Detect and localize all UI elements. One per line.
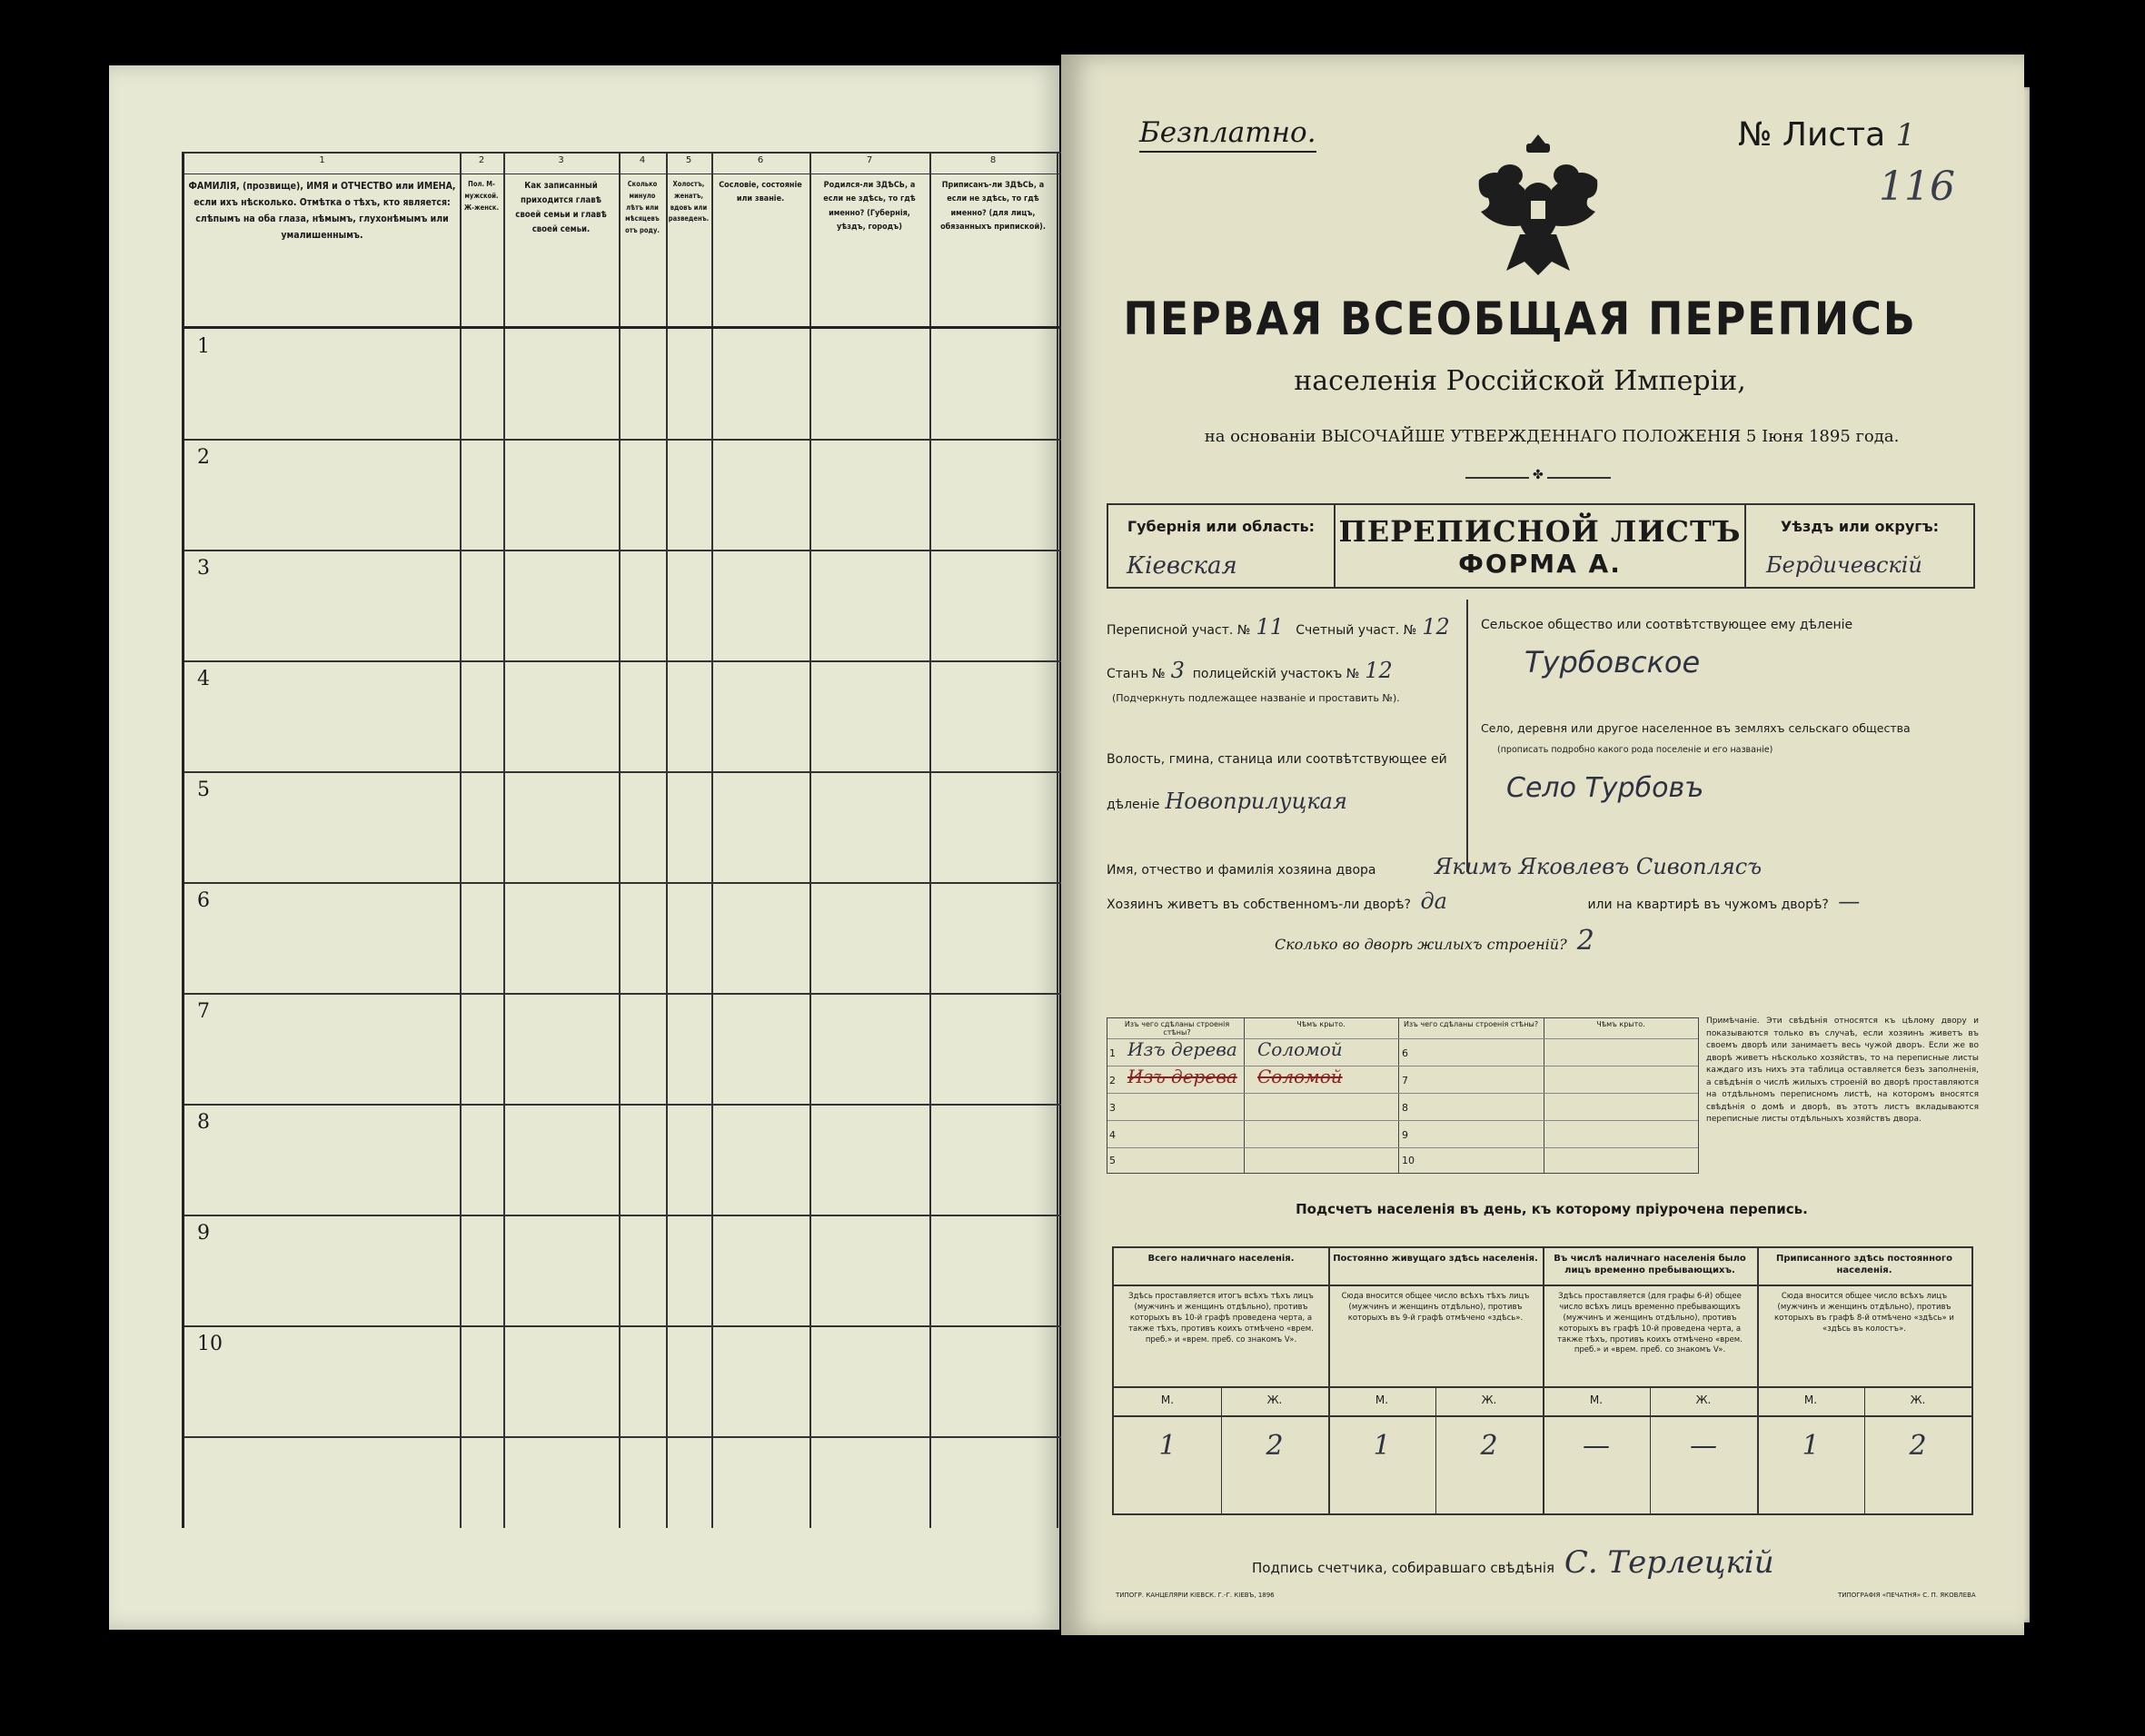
- count-mf-label: М.: [1375, 1394, 1389, 1406]
- count-mf-label: М.: [1589, 1394, 1604, 1406]
- count-value: —: [1690, 1430, 1717, 1462]
- gubernia-cell: [1108, 505, 1336, 587]
- count-value: —: [1583, 1430, 1610, 1462]
- row-number: 9: [197, 1222, 210, 1245]
- buildings-value: 2: [1576, 925, 1594, 957]
- building-material-value-struck: Изъ дерева: [1127, 1066, 1237, 1087]
- schetny-uchastok-value: 12: [1422, 614, 1450, 640]
- column-header-relation: Как записанный приходится главѣ своей семьи и главѣ своей семьи.: [515, 181, 607, 235]
- building-material-value: Изъ дерева: [1127, 1038, 1237, 1060]
- buildings-row-number: 6: [1402, 1047, 1408, 1059]
- count-col-divider: [1757, 1248, 1759, 1513]
- column-number: 1: [319, 155, 325, 165]
- column-number: 2: [478, 155, 485, 165]
- rent-value: —: [1838, 888, 1861, 914]
- society-value: Турбовское: [1524, 645, 1701, 680]
- volost-line: [1107, 745, 1452, 828]
- census-grid: [182, 152, 1077, 1528]
- population-count-table: [1112, 1246, 1973, 1515]
- row-number: 7: [197, 1000, 210, 1023]
- grid-vline: [809, 154, 811, 1528]
- census-subtitle: населенія Россійской Имперіи,: [1294, 365, 1746, 397]
- grid-vline: [460, 154, 462, 1528]
- grid-hline: [184, 882, 1077, 884]
- building-roof-value-struck: Соломой: [1257, 1066, 1343, 1087]
- count-header-total: Всего наличнаго населенія.: [1147, 1254, 1295, 1264]
- buildings-row-number: 3: [1109, 1102, 1116, 1114]
- uchastok-line: [1107, 614, 1450, 640]
- buildings-row-number: 5: [1109, 1155, 1116, 1166]
- buildings-row-line: [1107, 1147, 1698, 1148]
- column-number: 6: [757, 155, 764, 165]
- count-row-line: [1114, 1415, 1971, 1417]
- grid-vline: [711, 154, 713, 1528]
- buildings-label: Сколько во дворѣ жилыхъ строеній?: [1275, 936, 1567, 953]
- count-value: 2: [1480, 1430, 1498, 1462]
- buildings-header-material: Изъ чего сдѣланы строенія стѣны?: [1124, 1020, 1230, 1037]
- grid-vline: [619, 154, 621, 1528]
- count-desc-total: Здѣсь проставляется итогъ всѣхъ тѣхъ лицъ (мужчинъ и женщинъ отдѣльно), противъ которыхъ въ 10-й графѣ проведена черта, а также тѣхъ, противъ коихъ отмѣчено «врем. преб.» и «врем. преб. со знакомъ V».: [1128, 1292, 1314, 1344]
- sheet-number: [1738, 116, 1915, 154]
- count-desc-permanent: Сюда вносится общее число всѣхъ тѣхъ лицъ (мужчинъ и женщинъ отдѣльно), противъ которыхъ въ 9-й графѣ отмѣчено «здѣсь».: [1341, 1292, 1530, 1323]
- census-title: ПЕРВАЯ ВСЕОБЩАЯ ПЕРЕПИСЬ: [1123, 293, 1917, 345]
- fields-divider: [1466, 600, 1468, 872]
- count-desc-temporary: Здѣсь проставляется (для графы 6-й) общее число всѣхъ лицъ временно пребывающихъ (мужчинъ и женщинъ отдѣльно), противъ которыхъ въ графѣ 10-й проведена черта, а также тѣхъ, противъ коихъ отмѣчено «врем. преб.» и «врем. преб. со знакомъ V».: [1557, 1292, 1743, 1355]
- buildings-row-number: 10: [1402, 1155, 1415, 1166]
- column-header-age: Сколько минуло лѣтъ или мѣсяцевъ отъ роду.: [625, 180, 660, 234]
- column-header-birthplace: Родился-ли ЗДѢСЬ, а если не здѣсь, то гдѣ именно? (Губернія, уѣздъ, городъ): [823, 181, 916, 232]
- row-number: 6: [197, 889, 210, 912]
- form-title-cell: [1336, 505, 1744, 587]
- count-value: 1: [1373, 1430, 1391, 1462]
- buildings-row-number: 7: [1402, 1075, 1408, 1086]
- signature-label: Подпись счетчика, собиравшаго свѣдѣнія: [1252, 1560, 1555, 1576]
- perepisnoy-uchastok-label: Переписной участ. №: [1107, 623, 1251, 638]
- count-value: 1: [1802, 1430, 1820, 1462]
- column-header-registration: Приписанъ-ли ЗДѢСЬ, а если не здѣсь, то гдѣ именно? (для лицъ, обязанныхъ припиской).: [940, 181, 1046, 232]
- buildings-row-line: [1107, 1093, 1698, 1094]
- grid-hline: [184, 1436, 1077, 1438]
- buildings-row-line: [1107, 1120, 1698, 1121]
- gubernia-value: Кіевская: [1127, 552, 1237, 580]
- left-page: [109, 65, 1059, 1630]
- society-label: Сельское общество или соотвѣтствующее ему дѣленіе: [1481, 618, 1853, 632]
- row-number: 10: [197, 1333, 223, 1355]
- buildings-row-number: 8: [1402, 1102, 1408, 1114]
- count-value: 2: [1266, 1430, 1284, 1462]
- uezd-cell: [1744, 505, 1973, 587]
- stan-line: [1107, 658, 1393, 683]
- row-number: 8: [197, 1111, 210, 1134]
- buildings-header-roof: Чѣмъ крыто.: [1596, 1020, 1645, 1028]
- stan-value: 3: [1170, 658, 1185, 683]
- uezd-label: Уѣздъ или округъ:: [1780, 518, 1940, 535]
- row-number: 5: [197, 779, 210, 801]
- count-desc-registered: Сюда вносится общее число всѣхъ лицъ (мужчинъ и женщинъ отдѣльно), противъ которыхъ въ графѣ 8-й отмѣчено «здѣсь» и «здѣсь въ колостъ».: [1774, 1292, 1954, 1334]
- stan-label: Станъ №: [1107, 667, 1166, 681]
- buildings-header-roof: Чѣмъ крыто.: [1296, 1020, 1346, 1028]
- count-mf-label: М.: [1160, 1394, 1175, 1406]
- count-col-divider: [1328, 1248, 1330, 1513]
- sheet-label: № Листа: [1738, 116, 1886, 154]
- count-mf-label: Ж.: [1481, 1394, 1497, 1406]
- buildings-line: [1275, 925, 1594, 957]
- signature-value: С. Терлецкій: [1564, 1544, 1774, 1581]
- double-headed-eagle-emblem: [1470, 125, 1606, 280]
- sheet-number-value: 1: [1895, 117, 1916, 154]
- buildings-row-number: 2: [1109, 1075, 1116, 1086]
- volost-label: Волость, гмина, станица или соотвѣтствующее ей дѣленіе: [1107, 752, 1447, 812]
- region-box: [1107, 503, 1975, 589]
- owner-line: [1107, 854, 1762, 879]
- count-row-line: [1114, 1386, 1971, 1388]
- count-value: 2: [1909, 1430, 1927, 1462]
- gubernia-label: Губернія или область:: [1127, 518, 1316, 535]
- enumerator-signature: [1252, 1544, 1774, 1581]
- village-value: Село Турбовъ: [1506, 772, 1704, 804]
- printer-imprint-left: ТИПОГР. КАНЦЕЛЯРІИ КІЕВСК. Г.-Г. КІЕВЪ, 1896: [1116, 1592, 1275, 1599]
- free-label: Безплатно.: [1139, 116, 1316, 153]
- village-label: Село, деревня или другое населенное въ земляхъ сельскаго общества: [1481, 721, 1911, 735]
- printer-imprint-right: ТИПОГРАФІЯ «ПЕЧАТНЯ» С. П. ЯКОВЛЕВА: [1838, 1592, 1976, 1599]
- village-note: (прописать подробно какого рода поселеніе и его названіе): [1497, 745, 1773, 755]
- police-label: полицейскій участокъ №: [1192, 667, 1360, 681]
- perepisnoy-uchastok-value: 11: [1256, 614, 1284, 640]
- schetny-uchastok-label: Счетный участ. №: [1296, 623, 1417, 638]
- buildings-header-material: Изъ чего сдѣланы строенія стѣны?: [1403, 1020, 1539, 1028]
- owner-label: Имя, отчество и фамилія хозяина двора: [1107, 863, 1376, 878]
- buildings-row-number: 1: [1109, 1047, 1116, 1059]
- own-yard-label: Хозяинъ живетъ въ собственномъ-ли дворѣ?: [1107, 898, 1411, 912]
- count-header-temporary: Въ числѣ наличнаго населенія было лицъ временно пребывающихъ.: [1554, 1254, 1746, 1275]
- grid-hline: [184, 1215, 1077, 1216]
- grid-hline: [184, 550, 1077, 551]
- column-header-estate: Сословіе, состояніе или званіе.: [719, 181, 802, 204]
- buildings-col-divider: [1398, 1018, 1544, 1173]
- archive-number: 116: [1879, 164, 1955, 210]
- row-number: 3: [197, 557, 210, 580]
- owner-value: Якимъ Яковлевъ Сивоплясъ: [1434, 854, 1763, 879]
- right-page: [1061, 55, 2024, 1635]
- ornament-divider: [1465, 477, 1611, 488]
- row-number: 2: [197, 446, 210, 469]
- column-header-name: ФАМИЛІЯ, (прозвище), ИМЯ и ОТЧЕСТВО или ИМЕНА, если ихъ нѣсколько. Отмѣтка о тѣхъ, кто является: слѣпымъ на оба глаза, нѣмымъ, глухонѣмымъ или умалишеннымъ.: [188, 181, 456, 241]
- volost-value: Новоприлуцкая: [1165, 788, 1347, 814]
- column-number: 7: [866, 155, 873, 165]
- grid-vline: [1057, 154, 1058, 1528]
- column-header-sex: Пол. М-мужской. Ж-женск.: [463, 180, 500, 212]
- own-yard-value: да: [1420, 888, 1447, 914]
- grid-vline: [666, 154, 668, 1528]
- building-roof-value: Соломой: [1257, 1038, 1343, 1060]
- grid-hline: [184, 1104, 1077, 1106]
- count-mf-label: Ж.: [1266, 1394, 1283, 1406]
- grid-vline: [503, 154, 505, 1528]
- column-header-marital: Холостъ, женатъ, вдовъ или разведенъ.: [668, 180, 710, 223]
- count-value: 1: [1158, 1430, 1177, 1462]
- buildings-row-number: 9: [1402, 1129, 1408, 1141]
- column-number: 5: [685, 155, 692, 165]
- count-mf-label: М.: [1803, 1394, 1818, 1406]
- grid-hline: [184, 326, 1077, 329]
- column-number: 4: [639, 155, 646, 165]
- grid-hline: [184, 993, 1077, 995]
- column-number: 3: [558, 155, 564, 165]
- census-legal-basis: на основаніи ВЫСОЧАЙШЕ УТВЕРЖДЕННАГО ПОЛОЖЕНІЯ 5 Іюня 1895 года.: [1204, 427, 1900, 446]
- rent-label: или на квартирѣ въ чужомъ дворѣ?: [1587, 898, 1829, 912]
- buildings-row-number: 4: [1109, 1129, 1116, 1141]
- count-row-line: [1114, 1285, 1971, 1286]
- grid-hline: [184, 439, 1077, 441]
- row-number: 1: [197, 335, 210, 358]
- count-header-registered: Приписанного здѣсь постоянного населенія.: [1776, 1254, 1952, 1275]
- form-type: ФОРМА А.: [1458, 549, 1622, 579]
- buildings-note: Примѣчаніе. Эти свѣдѣнія относятся къ цѣлому двору и показываются только въ случаѣ, если хозяинъ живетъ въ своемъ дворѣ или занимаетъ весь чужой дворъ. Если же во дворѣ живетъ нѣсколько хозяйствъ, то на переписные листы каждаго изъ нихъ эта таблица оставляется безъ заполненія, а свѣдѣнія о числѣ жилыхъ строеній во дворѣ проставляются на отдѣльномъ переписномъ листѣ, на которомъ вносятся свѣдѣнія о домѣ и дворѣ, въ этотъ листъ вкладываются переписные листы отдѣльныхъ хозяйствъ двора.: [1706, 1017, 1979, 1124]
- grid-hline: [184, 660, 1077, 662]
- grid-hline: [184, 1325, 1077, 1327]
- count-col-divider: [1543, 1248, 1544, 1513]
- column-number: 8: [989, 155, 997, 165]
- grid-hline: [184, 771, 1077, 773]
- row-number: 4: [197, 668, 210, 690]
- count-mf-label: Ж.: [1910, 1394, 1926, 1406]
- population-count-title: Подсчетъ населенія въ день, къ которому пріурочена перепись.: [1296, 1201, 1808, 1217]
- grid-vline: [929, 154, 931, 1528]
- list-title: ПЕРЕПИСНОЙ ЛИСТЪ: [1338, 514, 1742, 549]
- buildings-table: [1107, 1017, 1699, 1174]
- residence-line: [1107, 888, 1860, 914]
- stan-note: (Подчеркнуть подлежащее названіе и проставить №).: [1112, 692, 1400, 704]
- count-mf-label: Ж.: [1695, 1394, 1712, 1406]
- count-header-permanent: Постоянно живущаго здѣсь населенія.: [1333, 1254, 1538, 1264]
- uezd-value: Бердичевскій: [1766, 552, 1922, 578]
- police-value: 12: [1365, 658, 1393, 683]
